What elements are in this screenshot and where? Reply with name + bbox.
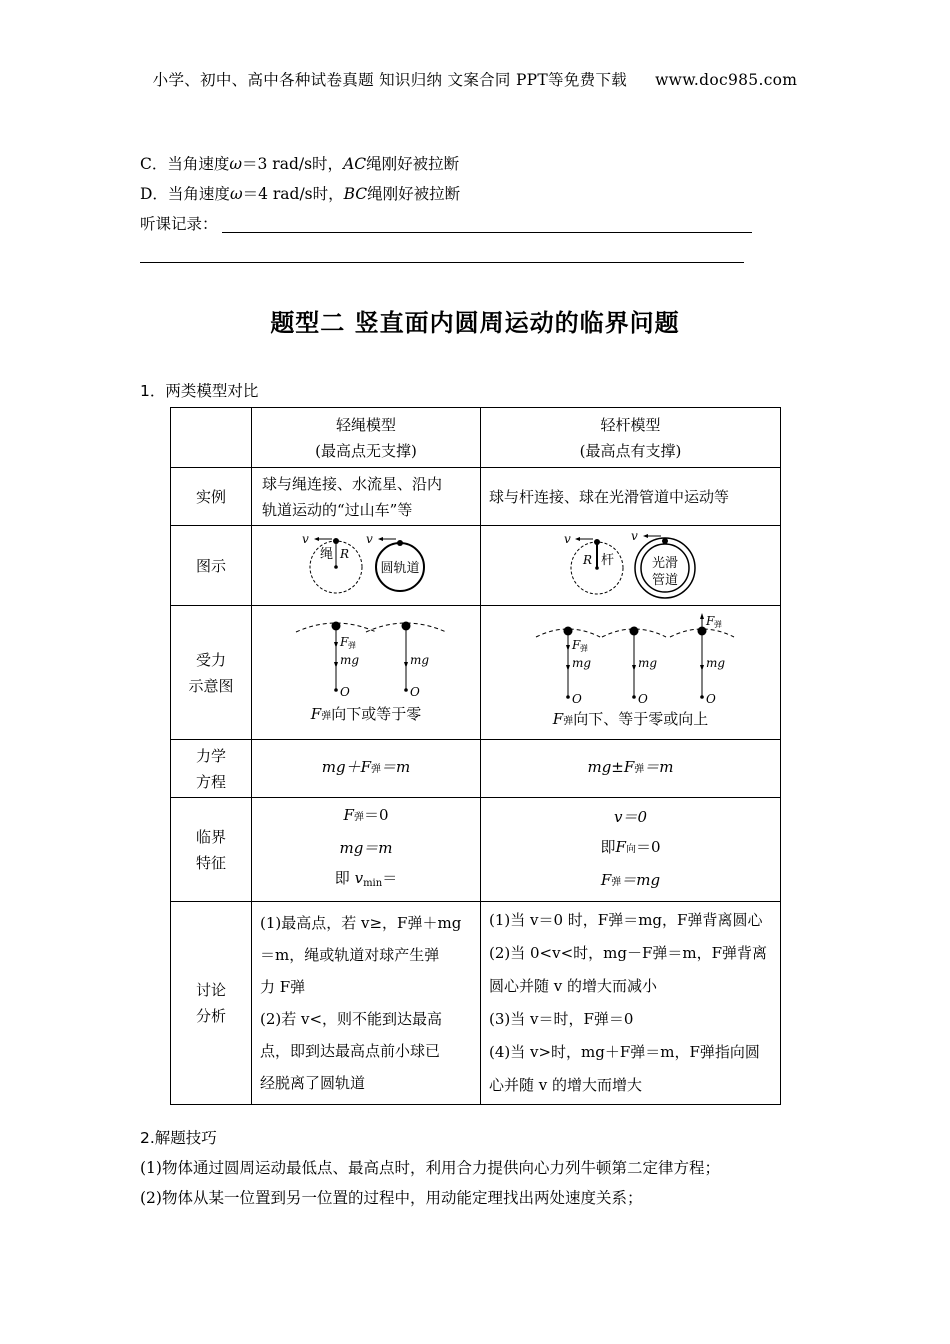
cell-rope-force: F 弹 mg O mg O F弹向下或等于零	[252, 606, 481, 740]
rope-force-figure	[286, 618, 446, 704]
section1-heading: 1．两类模型对比	[140, 382, 259, 400]
tip-2: (2)物体从某一位置到另一位置的过程中，用动能定理找出两处速度关系；	[140, 1189, 643, 1207]
svg-text:O: O	[705, 692, 716, 706]
header-site: www.doc985.com	[655, 71, 798, 89]
svg-text:R: R	[340, 546, 350, 561]
cell-rod-diagram	[481, 526, 781, 606]
svg-text:弹: 弹	[713, 620, 722, 629]
rod-diagram-figure	[561, 530, 701, 602]
cell-rod-critical: v＝0 即F向＝0 F弹＝mg	[481, 798, 781, 902]
svg-text:v: v	[366, 531, 373, 546]
rope-diagram-figure	[296, 530, 436, 602]
svg-text:mg: mg	[637, 656, 657, 670]
svg-text:mg: mg	[340, 653, 360, 667]
cell-rope-equation: mg＋F弹＝m	[252, 740, 481, 798]
svg-text:O: O	[637, 692, 648, 706]
row-label: 力学 方程	[171, 740, 252, 798]
row-equation	[171, 740, 781, 798]
svg-text:管道: 管道	[651, 572, 678, 588]
section2-heading: 2.解题技巧	[140, 1129, 217, 1147]
svg-text:杆: 杆	[600, 552, 614, 568]
cell-rope-discussion: (1)最高点，若 v≥，F弹＋mg ＝m，绳或轨道对球产生弹 力 F弹 (2)若 v<，则不能到达最高 点，即到达最高点前小球已 经脱离了圆轨道	[252, 902, 481, 1105]
svg-text:F: F	[571, 638, 580, 652]
svg-text:O: O	[410, 685, 420, 699]
svg-text:F: F	[340, 635, 349, 649]
section-title: 题型二 竖直面内圆周运动的临界问题	[270, 309, 680, 337]
tip-1: (1)物体通过圆周运动最低点、最高点时，利用合力提供向心力列牛顿第二定律方程；	[140, 1159, 720, 1177]
option-c: C．当角速度ω＝3 rad/s时，AC绳刚好被拉断	[140, 155, 460, 173]
model-comparison-table	[170, 407, 781, 1105]
svg-text:O: O	[571, 692, 582, 706]
page-header	[0, 68, 950, 90]
header-rope: 轻绳模型 (最高点无支撑)	[252, 408, 481, 468]
svg-text:v: v	[630, 529, 638, 543]
record-underline-2	[140, 262, 744, 263]
row-example	[171, 468, 781, 526]
cell-rod-force: F 弹 mg O mg O F 弹 mg O F弹向下、等于零或向上	[481, 606, 781, 740]
cell-rope-diagram	[252, 526, 481, 606]
row-discussion	[171, 902, 781, 1105]
record-label: 听课记录：	[140, 215, 218, 233]
row-force	[171, 606, 781, 740]
row-label: 图示	[171, 526, 252, 606]
cell-rope-example: 球与绳连接、水流星、沿内 轨道运动的“过山车”等	[252, 468, 481, 526]
cell-rod-equation: mg±F弹＝m	[481, 740, 781, 798]
row-label: 讨论 分析	[171, 902, 252, 1105]
svg-text:R: R	[582, 552, 592, 567]
svg-text:光滑: 光滑	[651, 555, 678, 571]
row-label: 实例	[171, 468, 252, 526]
svg-text:弹: 弹	[348, 641, 356, 650]
svg-text:v: v	[302, 531, 309, 546]
record-underline-1	[222, 232, 752, 233]
cell-rod-discussion: (1)当 v＝0 时，F弹＝mg，F弹背离圆心 (2)当 0<v<时，mg－F弹＝m，F弹背离 圆心并随 v 的增大而减小 (3)当 v＝时，F弹＝0 (4)当 v>时，mg＋F弹＝m，F弹指向圆 心并随 v 的增大而增大	[481, 902, 781, 1105]
option-d: D．当角速度ω＝4 rad/s时，BC绳刚好被拉断	[140, 185, 461, 203]
header-rod: 轻杆模型 (最高点有支撑)	[481, 408, 781, 468]
svg-text:mg: mg	[410, 653, 430, 667]
svg-text:mg: mg	[705, 656, 725, 670]
header-empty-cell	[171, 408, 252, 468]
table-header-row	[171, 408, 781, 468]
svg-text:mg: mg	[571, 656, 591, 670]
row-critical	[171, 798, 781, 902]
svg-text:弹: 弹	[579, 644, 588, 653]
svg-text:圆轨道: 圆轨道	[380, 560, 420, 576]
svg-text:绳: 绳	[320, 546, 334, 562]
svg-text:v: v	[563, 531, 571, 546]
header-text: 小学、初中、高中各种试卷真题 知识归纳 文案合同 PPT等免费下载	[152, 71, 628, 89]
cell-rod-example: 球与杆连接、球在光滑管道中运动等	[481, 468, 781, 526]
cell-rope-critical: F弹＝0 mg＝m 即 $v_{min}=$	[252, 798, 481, 902]
svg-text:O: O	[340, 685, 350, 699]
row-label: 受力 示意图	[171, 606, 252, 740]
rod-force-figure	[526, 613, 736, 709]
svg-text:F: F	[705, 614, 714, 628]
row-label: 临界 特征	[171, 798, 252, 902]
row-diagram	[171, 526, 781, 606]
